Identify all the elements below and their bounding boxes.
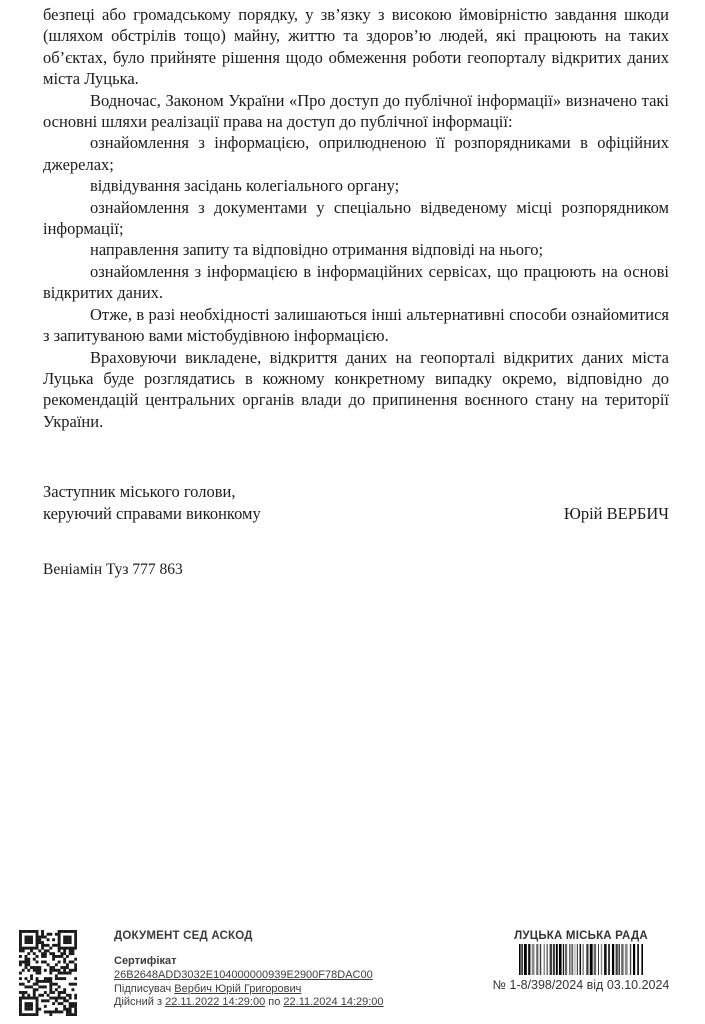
signer-position (43, 481, 261, 524)
barcode-icon (519, 944, 643, 975)
valid-from-date: 22.11.2022 14:29:00 (165, 996, 266, 1009)
list-item: ознайомлення з документами у спеціально відведеному місці розпорядником інформації; (43, 197, 669, 239)
paragraph: безпеці або громадському порядку, у зв’язку з високою ймовірністю завдання шкоди (шляхом обстрілів тощо) майну, життю та здоров’ю людей, які працюють на таких об’єктах, було прийняте рішення щодо обмеження роботи геопорталу відкритих даних міста Луцька. (43, 5, 669, 89)
digital-signature-stamp (114, 930, 384, 1010)
paragraph: Враховуючи викладене, відкриття даних на геопорталі відкритих даних міста Луцька буде розглядатись в кожному конкретному випадку окремо, відповідно до рекомендацій центральних органів влади до припинення воєнного стану на території України. (43, 347, 669, 431)
qr-code-icon (19, 930, 77, 1016)
list-item: відвідування засідань колегіального органу; (90, 176, 400, 196)
stamp-signer-name: Вербич Юрій Григорович (174, 982, 302, 995)
registration-number: № 1-8/398/2024 від 03.10.2024 (492, 978, 670, 992)
paragraph: Водночас, Законом України «Про доступ до публічної інформації» визначено такі основні шляхи реалізації права на доступ до публічної інформації: (43, 90, 669, 132)
list-item: ознайомлення з інформацією в інформаційних сервісах, що працюють на основі відкритих даних. (43, 261, 669, 303)
signer-position-line1: Заступник міського голови, (43, 482, 236, 501)
list-item: ознайомлення з інформацією, оприлюдненою її розпорядниками в офіційних джерелах; (43, 133, 669, 174)
document-body (43, 4, 669, 432)
executor-contact: Веніамін Туз 777 863 (43, 561, 183, 578)
list-item: направлення запиту та відповідно отримання відповіді на нього; (90, 240, 544, 260)
certificate-number: 26B2648ADD3032E104000000939E2900F78DAC00 (114, 968, 373, 981)
valid-to-date: 22.11.2024 14:29:00 (283, 996, 384, 1009)
organization-name: ЛУЦЬКА МІСЬКА РАДА (514, 930, 648, 942)
valid-to-label: по (268, 996, 281, 1009)
certificate-label: Сертифікат (114, 955, 177, 967)
valid-from-label: Дійсний з (114, 996, 163, 1009)
signer-label: Підписувач (114, 982, 172, 995)
paragraph: Отже, в разі необхідності залишаються інші альтернативні способи ознайомитися з запитуваною вами містобудівною інформацією. (43, 304, 669, 346)
signer-line (114, 983, 384, 997)
registration-block (481, 930, 681, 992)
signer-name: Юрій ВЕРБИЧ (563, 503, 669, 523)
validity-line (114, 996, 384, 1010)
stamp-system-title: ДОКУМЕНТ СЕД АСКОД (114, 930, 253, 942)
signature-block (43, 481, 669, 581)
signer-position-line2: керуючий справами виконкому (43, 503, 261, 523)
